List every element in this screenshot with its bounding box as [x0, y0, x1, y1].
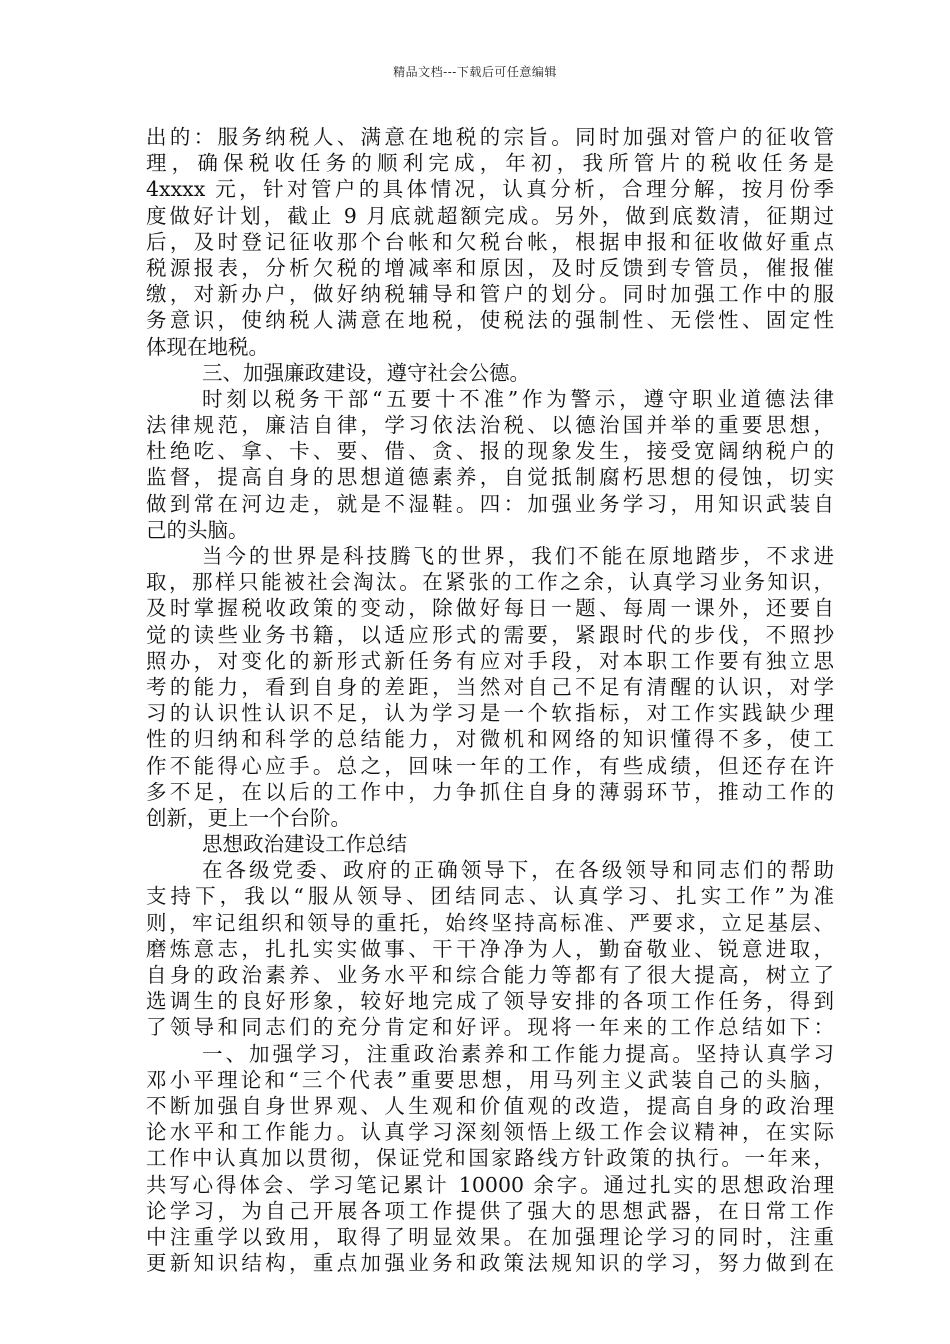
text-line: 创新，更上一个台阶。 [146, 805, 351, 830]
text-line: 出的：服务纳税人、满意在地税的宗旨。同时加强对管户的征收管 [146, 125, 834, 149]
text-line: 一、加强学习，注重政治素养和工作能力提高。坚持认真学习 [202, 1041, 834, 1066]
text-line: 作不能得心应手。总之，回味一年的工作，有些成绩，但还存在许 [146, 753, 834, 778]
page-header: 精品文档---下载后可任意编辑 [393, 65, 557, 79]
text-line: 时刻以税务干部“五要十不准”作为警示，遵守职业道德法律 [202, 386, 834, 411]
text-line: 思想政治建设工作总结 [202, 832, 407, 857]
text-line: 性的归纳和科学的总结能力，对微机和网络的知识懂得不多，使工 [146, 727, 834, 752]
text-line: 三、加强廉政建设，遵守社会公德。 [202, 360, 530, 385]
text-line: 监督，提高自身的思想道德素养，自觉抵制腐朽思想的侵蚀，切实 [146, 465, 834, 490]
text-line: 自身的政治素养、业务水平和综合能力等都有了很大提高，树立了 [146, 963, 834, 987]
text-line: 法律规范，廉洁自律，学习依法治税、以德治国并举的重要思想， [146, 413, 834, 438]
text-line: 中注重学以致用，取得了明显效果。在加强理论学习的同时，注重 [146, 1224, 834, 1249]
text-line: 觉的读些业务书籍，以适应形式的需要，紧跟时代的步伐，不照抄 [146, 622, 834, 647]
text-line: 理，确保税收任务的顺利完成，年初，我所管片的税收任务是 [146, 151, 834, 176]
text-line: 体现在地税。 [146, 334, 269, 359]
text-line: 缴，对新办户，做好纳税辅导和管户的划分。同时加强工作中的服 [146, 282, 834, 307]
text-line: 当今的世界是科技腾飞的世界，我们不能在原地踏步，不求进 [202, 544, 834, 568]
text-line: 做到常在河边走，就是不湿鞋。四：加强业务学习，用知识武装自 [146, 491, 834, 516]
text-line: 支持下，我以“服从领导、团结同志、认真学习、扎实工作”为准 [146, 884, 834, 909]
text-line: 税源报表，分析欠税的增减率和原因，及时反馈到专管员，催报催 [146, 255, 834, 280]
text-line: 度做好计划，截止 9 月底就超额完成。另外，做到底数清，征期过 [146, 203, 834, 228]
text-line: 照办，对变化的新形式新任务有应对手段，对本职工作要有独立思 [146, 648, 834, 673]
text-line: 考的能力，看到自身的差距，当然对自己不足有清醒的认识，对学 [146, 674, 834, 699]
text-line: 杜绝吃、拿、卡、要、借、贪、报的现象发生，接受宽阔纳税户的 [146, 439, 834, 464]
text-line: 磨炼意志，扎扎实实做事、干干净净为人，勤奋敬业、锐意进取， [146, 936, 834, 961]
text-line: 在各级党委、政府的正确领导下，在各级领导和同志们的帮助 [202, 858, 834, 883]
text-line: 了领导和同志们的充分肯定和好评。现将一年来的工作总结如下： [146, 1015, 834, 1040]
text-line: 习的认识性认识不足，认为学习是一个软指标，对工作实践缺少理 [146, 701, 834, 726]
text-line: 后，及时登记征收那个台帐和欠税台帐，根据申报和征收做好重点 [146, 229, 834, 254]
text-line: 论学习，为自己开展各项工作提供了强大的思想武器，在日常工作 [146, 1198, 834, 1223]
text-line: 不断加强自身世界观、人生观和价值观的改造，提高自身的政治理 [146, 1093, 834, 1118]
text-line: 务意识，使纳税人满意在地税，使税法的强制性、无偿性、固定性 [146, 308, 834, 333]
text-line: 选调生的良好形象，较好地完成了领导安排的各项工作任务，得到 [146, 989, 834, 1014]
text-line: 多不足，在以后的工作中，力争抓住自身的薄弱环节，推动工作的 [146, 779, 834, 804]
document-body [146, 124, 834, 1276]
text-line: 共写心得体会、学习笔记累计 10000 余字。通过扎实的思想政治理 [146, 1172, 834, 1197]
text-line: 及时掌握税收政策的变动，除做好每日一题、每周一课外，还要自 [146, 596, 834, 621]
text-line: 邓小平理论和“三个代表”重要思想，用马列主义武装自己的头脑， [146, 1067, 834, 1092]
text-line: 工作中认真加以贯彻，保证党和国家路线方针政策的执行。一年来， [146, 1146, 834, 1171]
text-line: 则，牢记组织和领导的重托，始终坚持高标准、严要求，立足基层、 [146, 910, 834, 935]
text-line: 己的头脑。 [146, 517, 249, 542]
text-line: 更新知识结构，重点加强业务和政策法规知识的学习，努力做到在 [146, 1251, 834, 1276]
text-line: 论水平和工作能力。认真学习深刻领悟上级工作会议精神，在实际 [146, 1120, 834, 1145]
text-line: 取，那样只能被社会淘汰。在紧张的工作之余，认真学习业务知识， [146, 570, 834, 595]
text-line: 4xxxx 元，针对管户的具体情况，认真分析，合理分解，按月份季 [146, 177, 834, 202]
